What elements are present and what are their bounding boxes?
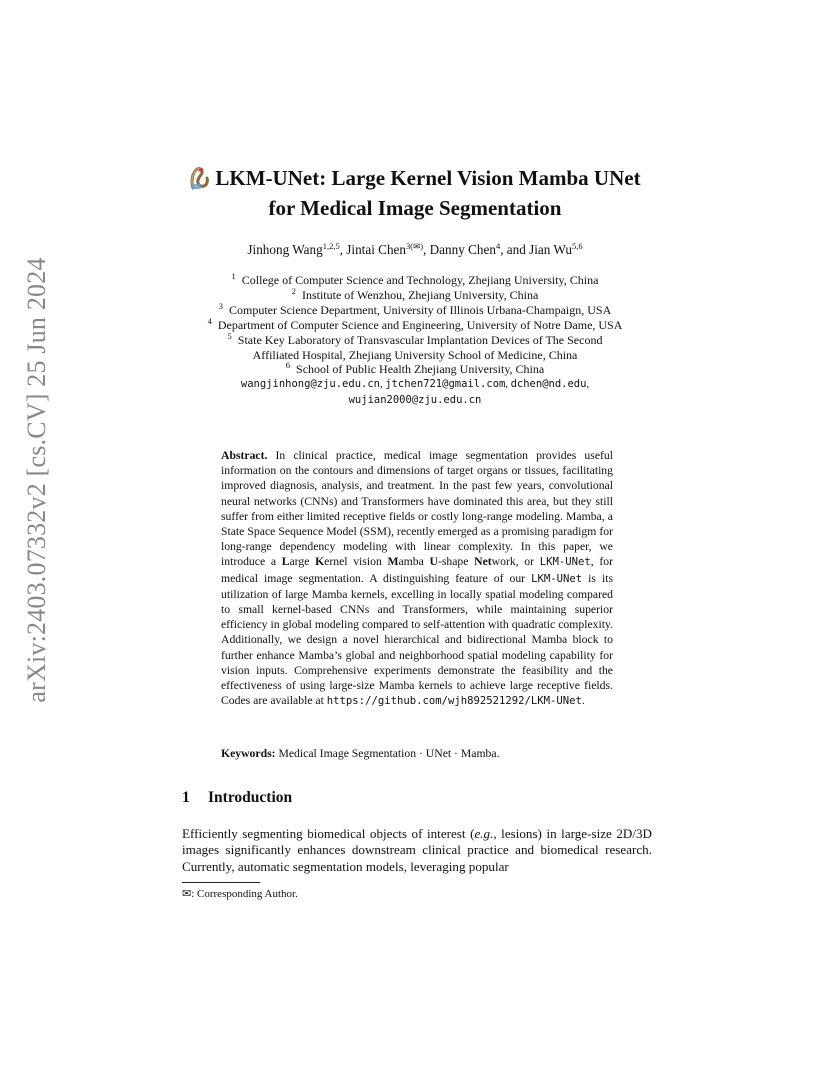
email-link[interactable]: wujian2000@zju.edu.cn — [348, 394, 482, 407]
email-line: wangjinhong@zju.edu.cn, jtchen721@gmail.com, dchen@nd.edu, — [240, 378, 590, 391]
author-name: Jintai Chen — [346, 242, 406, 257]
section-number: 1 — [182, 789, 190, 806]
abstract-text: -shape — [437, 555, 475, 569]
acronym-letter: U — [429, 555, 438, 569]
email-line — [150, 393, 680, 409]
section-title: Introduction — [208, 789, 293, 806]
abstract-text: amba — [398, 555, 430, 569]
acronym-letter: Net — [474, 555, 492, 569]
keywords — [221, 746, 613, 761]
abstract-text: work, or — [491, 555, 540, 569]
email-link[interactable]: jtchen721@gmail.com — [385, 378, 506, 391]
section-heading — [182, 789, 292, 807]
title-text-1: LKM-UNet: Large Kernel Vision Mamba UNet — [215, 166, 641, 190]
abstract — [221, 448, 613, 709]
author-separator: , — [339, 242, 347, 257]
footnote: ✉: Corresponding Author. — [182, 888, 298, 900]
footnote-rule — [182, 882, 260, 883]
acronym-letter: L — [281, 555, 290, 569]
affiliation-line — [150, 330, 680, 348]
affiliation-text: Department of Computer Science and Engineering, University of Notre Dame, USA — [217, 317, 623, 332]
intro-paragraph — [182, 826, 652, 875]
affiliation-number: 6 — [285, 360, 291, 371]
author-separator: , — [423, 242, 430, 257]
affiliation-number: 2 — [291, 285, 296, 296]
acronym-letter: K — [315, 555, 325, 569]
abstract-text: . — [581, 694, 585, 708]
affiliation-line — [150, 285, 680, 303]
paragraph-text: , lesions) in large-size 2D/3D images significantly enhances downstream clinical practice and biomedical research. Currently, automatic segmentation models, leveraging popular — [182, 826, 653, 874]
paragraph-text: Efficiently segmenting biomedical objects of interest ( — [182, 826, 475, 841]
model-name: LKM-UNet — [539, 556, 591, 569]
title-line-2: for Medical Image Segmentation — [268, 196, 562, 220]
acronym-letter: M — [387, 555, 399, 569]
keywords-label: Keywords: — [221, 747, 276, 760]
abstract-text: In clinical practice, medical image segmentation provides useful information on the contours and dimensions of target organs or tissues, facilitating improved diagnosis, analysis, and treatment. In the past few years, convolutional neural networks (CNNs) and Transformers have dominated this area, but they still suffer from either limited receptive fields or costly long-range modeling. Mamba, a State Space Sequence Model (SSM), recently emerged as a promising paradigm for long-range dependency modeling with linear complexity. In this paper, we introduce a — [221, 449, 613, 569]
affiliation-number: 4 — [207, 315, 212, 326]
affiliation-list — [150, 273, 680, 409]
model-name: LKM-UNet — [531, 572, 583, 585]
title-line-1 — [189, 165, 640, 191]
keywords-text: Medical Image Segmentation · UNet · Mamba. — [278, 747, 500, 760]
affiliation-number: 5 — [227, 330, 232, 341]
affiliation-line — [150, 300, 680, 318]
author-affil-sup: 5,6 — [571, 241, 583, 251]
author-name: Danny Chen — [429, 242, 496, 257]
abstract-text: arge — [289, 555, 316, 569]
affiliation-number: 1 — [231, 271, 236, 281]
arxiv-stamp-text: arXiv:2403.07332v2 [cs.CV] 25 Jun 2024 — [22, 257, 51, 703]
abstract-text: , for medical image segmentation. A distinguishing feature of our — [221, 555, 613, 585]
affiliation-text: Affiliated Hospital, Zhejiang University School of Medicine, China — [252, 347, 578, 362]
affiliation-line — [150, 273, 680, 288]
mamba-logo-icon — [189, 166, 211, 190]
abstract-label: Abstract. — [221, 449, 268, 462]
author-affil-sup: 3(✉) — [406, 241, 424, 251]
affiliation-text: State Key Laboratory of Transvascular Implantation Devices of The Second — [237, 332, 603, 347]
affiliation-text: College of Computer Science and Technology, Zhejiang University, China — [241, 273, 599, 287]
paper-title — [150, 165, 680, 221]
affiliation-number: 3 — [218, 300, 223, 311]
affiliation-text: School of Public Health Zhejiang University, China — [296, 362, 545, 377]
author-name: Jian Wu — [529, 242, 572, 257]
author-name: Jinhong Wang — [247, 242, 323, 257]
abstract-text: ernel vision — [324, 555, 388, 569]
author-separator: , and — [500, 242, 530, 257]
email-link[interactable]: dchen@nd.edu — [510, 378, 587, 391]
abstract-text: is its utilization of large Mamba kernels, excelling in locally spatial modeling compared to small kernel-based CNNs and Transformers, while maintaining superior efficiency in global modeling compared to self-attention with quadratic complexity. Additionally, we design a novel hierarchical and bidirectional Mamba block to further enhance Mamba’s global and neighborhood spatial modeling capability for vision inputs. Comprehensive experiments demonstrate the feasibility and the effectiveness of using large-size Mamba kernels to achieve large receptive fields. Codes are available at — [221, 571, 614, 708]
email-link[interactable]: wangjinhong@zju.edu.cn — [240, 378, 380, 391]
paragraph-text: e.g. — [474, 826, 494, 841]
author-list — [150, 241, 680, 258]
author-affil-sup: 4 — [495, 241, 501, 251]
affiliation-text: Computer Science Department, University of Illinois Urbana-Champaign, USA — [229, 302, 612, 317]
affiliation-line — [150, 348, 680, 363]
author-affil-sup: 1,2,5 — [322, 241, 340, 251]
affiliation-text: Institute of Wenzhou, Zhejiang University, China — [301, 287, 539, 302]
affiliation-line — [150, 362, 680, 377]
code-link[interactable]: https://github.com/wjh892521292/LKM-UNet — [326, 695, 582, 708]
